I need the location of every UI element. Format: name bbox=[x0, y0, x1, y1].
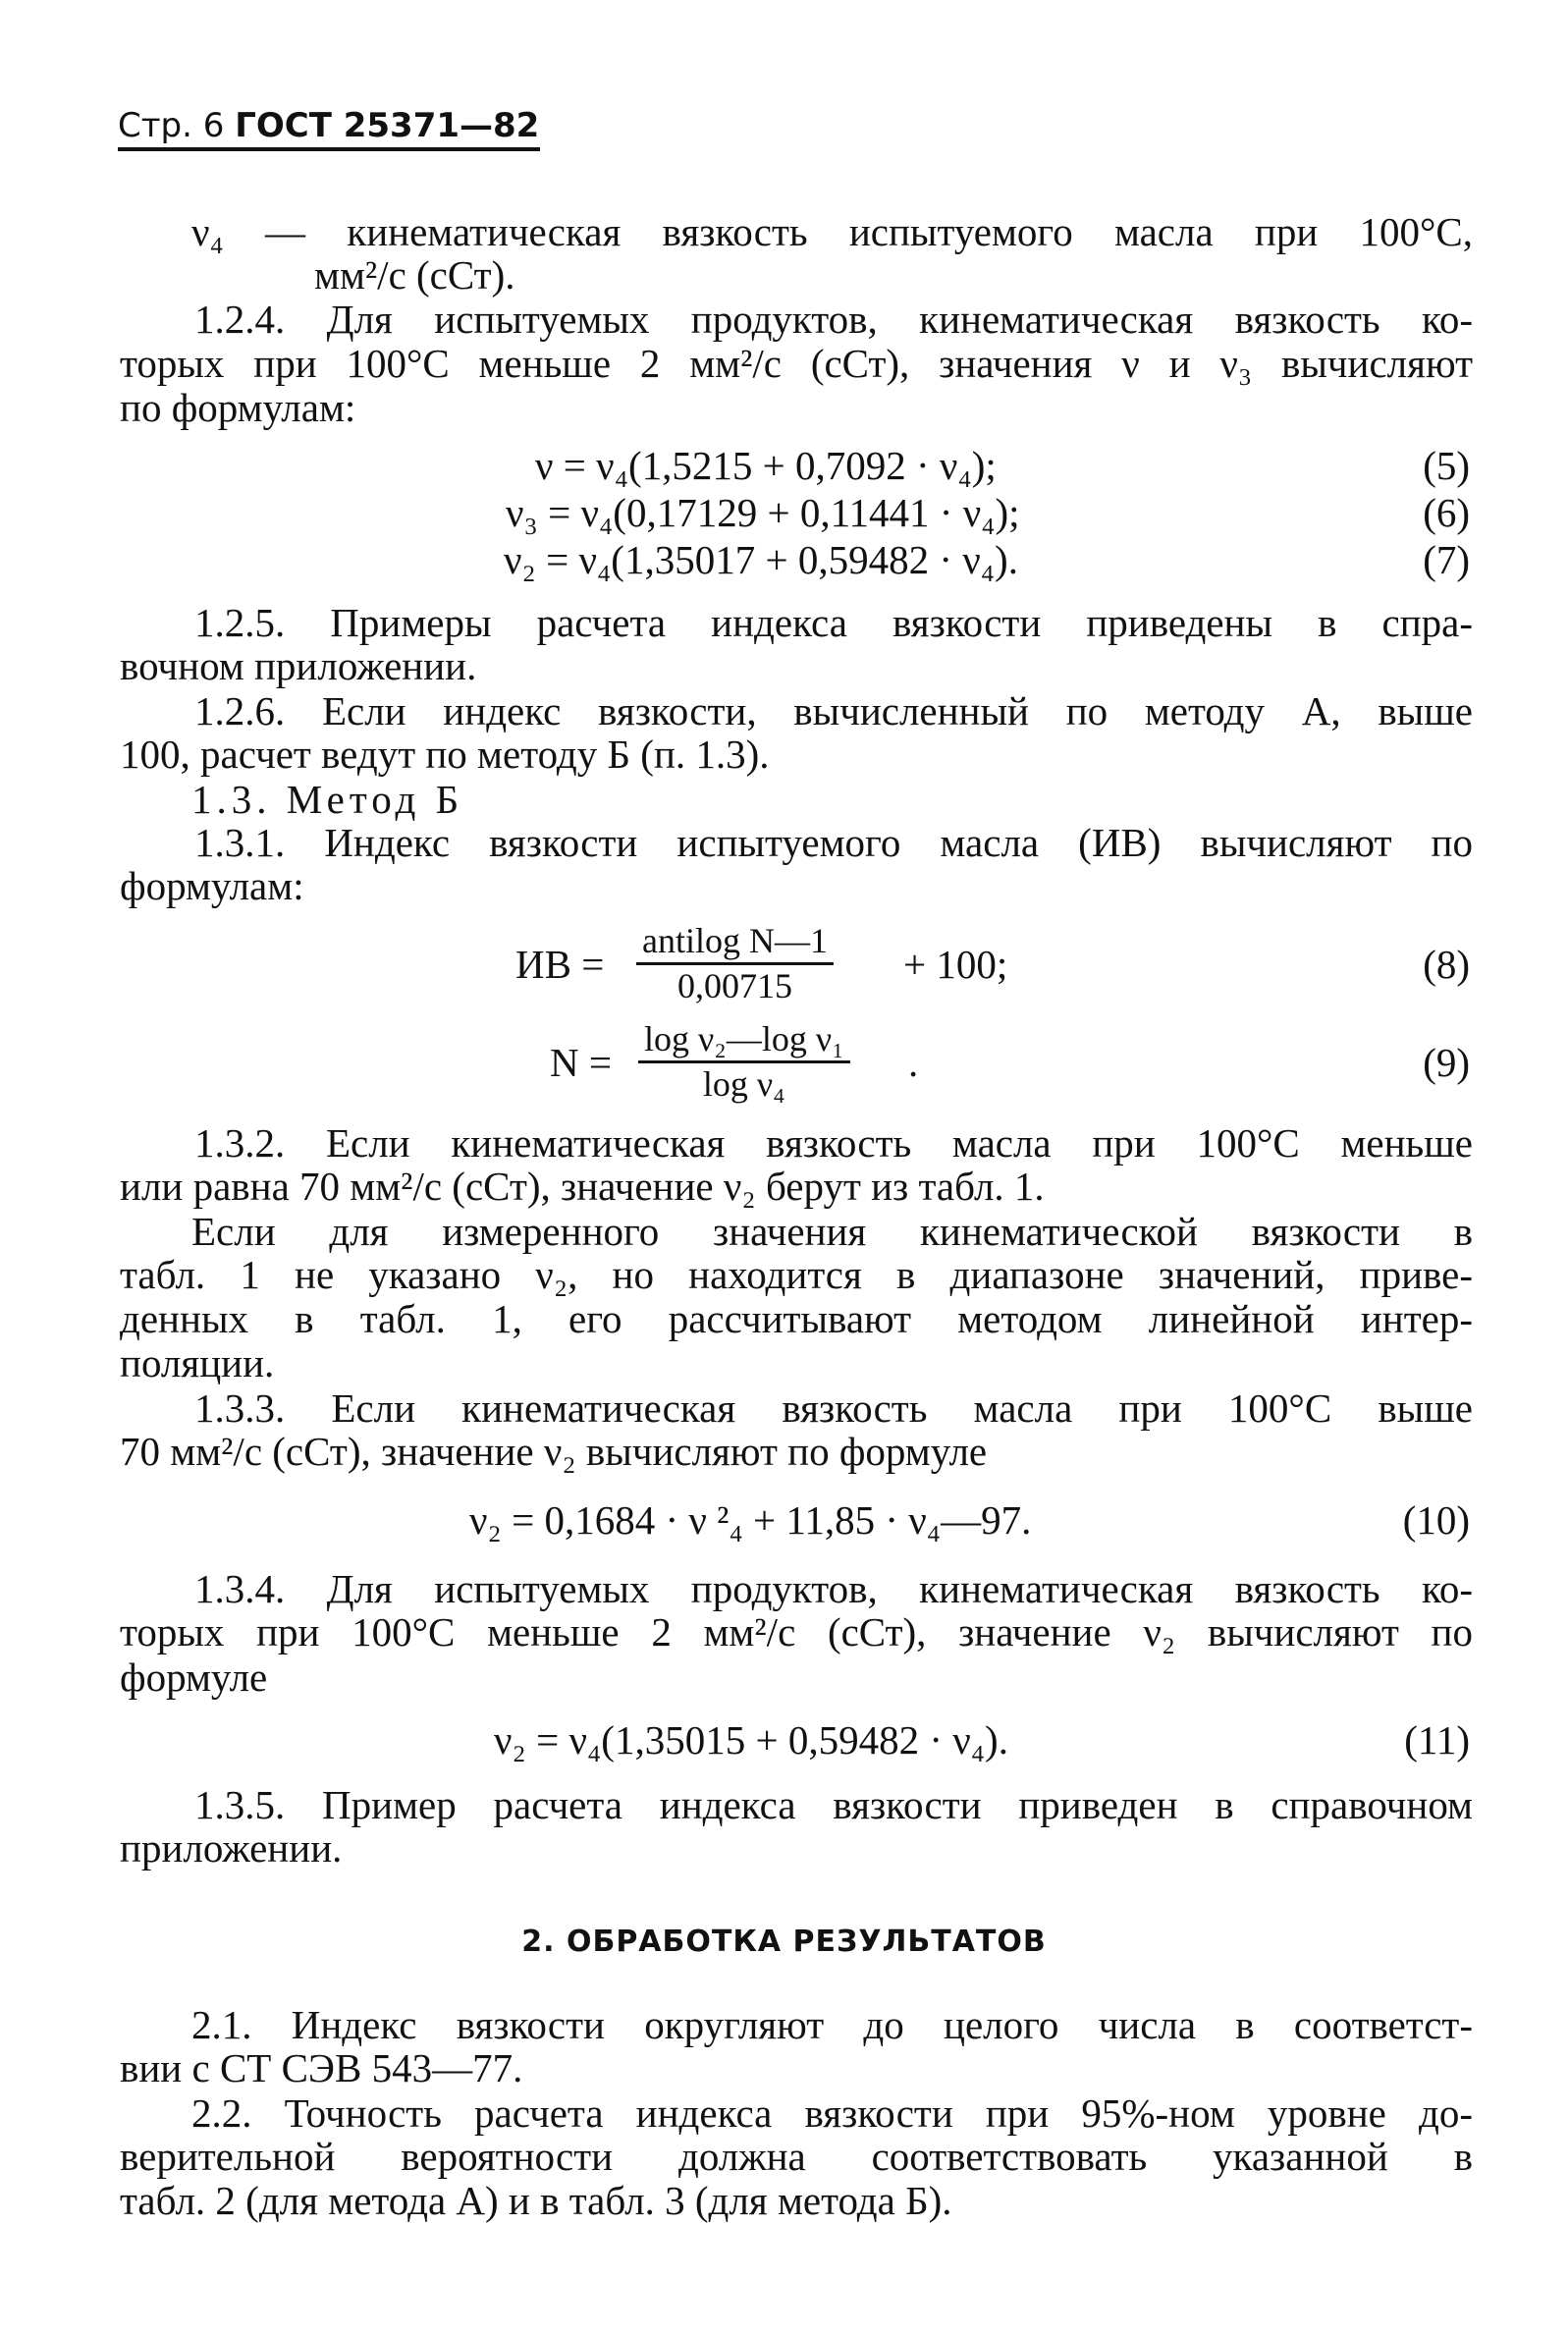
formula-8-rhs: + 100; bbox=[903, 942, 1008, 987]
text-line: 1.3.5. Пример расчета индекса вязкости приведен в справочном bbox=[194, 1782, 1473, 1827]
formula-8-lhs: ИВ = bbox=[515, 942, 605, 987]
section-title: 2. ОБРАБОТКА РЕЗУЛЬТАТОВ bbox=[521, 1925, 1047, 1959]
text-line: табл. 1 не указано ν₂, но находится в диапазоне значений, приве- bbox=[120, 1252, 1473, 1297]
formula-9-rhs: . bbox=[908, 1040, 919, 1085]
text-line: табл. 2 (для метода А) и в табл. 3 (для метода Б). bbox=[120, 2178, 952, 2223]
text-line: по формулам: bbox=[120, 385, 356, 430]
numerator: log ν₂—log ν₁ bbox=[638, 1017, 850, 1063]
formula-6: ν₃ = ν₄(0,17129 + 0,11441 · ν₄); bbox=[506, 490, 1020, 535]
text-line: ν₄ — кинематическая вязкость испытуемого масла при 100°С, bbox=[191, 209, 1473, 254]
text-line: приложении. bbox=[120, 1825, 343, 1871]
text-line: 2.1. Индекс вязкости округляют до целого числа в соответст- bbox=[191, 2002, 1473, 2047]
text-line: верительной вероятности должна соответствовать указанной в bbox=[120, 2134, 1473, 2179]
header-rule bbox=[118, 147, 540, 151]
text-line: 2.2. Точность расчета индекса вязкости при 95%-ном уровне до- bbox=[191, 2090, 1473, 2136]
text-line: 1.3.3. Если кинематическая вязкость масла при 100°С выше bbox=[194, 1385, 1473, 1431]
numerator: antilog N—1 bbox=[636, 919, 834, 965]
equation-number: (8) bbox=[1423, 942, 1470, 987]
text-line: торых при 100°С меньше 2 мм²/с (сСт), значение ν₂ вычисляют по bbox=[120, 1609, 1473, 1655]
text-line: мм²/с (сСт). bbox=[314, 252, 515, 298]
equation-number: (7) bbox=[1423, 537, 1470, 582]
formula-7: ν₂ = ν₄(1,35017 + 0,59482 · ν₄). bbox=[504, 537, 1018, 582]
text-line: 1.2.4. Для испытуемых продуктов, кинематическая вязкость ко- bbox=[194, 297, 1473, 342]
text-line: вочном приложении. bbox=[120, 643, 477, 688]
equation-number: (6) bbox=[1423, 490, 1470, 535]
denominator: 0,00715 bbox=[676, 966, 792, 1005]
standard-code: ГОСТ 25371—82 bbox=[235, 106, 540, 145]
formula-8-fraction bbox=[636, 919, 834, 1006]
equation-number: (11) bbox=[1404, 1717, 1470, 1763]
formula-9-lhs: N = bbox=[550, 1040, 612, 1085]
text-line: 70 мм²/с (сСт), значение ν₂ вычисляют по формуле bbox=[120, 1429, 988, 1474]
text-line: формуле bbox=[120, 1655, 268, 1700]
equation-number: (9) bbox=[1423, 1040, 1470, 1085]
text-line: 1.3.4. Для испытуемых продуктов, кинематическая вязкость ко- bbox=[194, 1566, 1473, 1611]
equation-number: (5) bbox=[1423, 443, 1470, 488]
text-line: вии с СТ СЭВ 543—77. bbox=[120, 2045, 523, 2090]
text-line: торых при 100°С меньше 2 мм²/с (сСт), значения ν и ν₃ вычисляют bbox=[120, 341, 1473, 386]
denominator: log ν₄ bbox=[702, 1064, 785, 1104]
subsection-heading: 1.3. Метод Б bbox=[191, 777, 464, 822]
text-line: 1.2.6. Если индекс вязкости, вычисленный по методу А, выше bbox=[194, 688, 1473, 733]
text-line: или равна 70 мм²/с (сСт), значение ν₂ берут из табл. 1. bbox=[120, 1164, 1045, 1209]
formula-9-fraction bbox=[638, 1017, 850, 1105]
formula-11: ν₂ = ν₄(1,35015 + 0,59482 · ν₄). bbox=[494, 1717, 1008, 1763]
text-line: поляции. bbox=[120, 1340, 275, 1385]
text-line: формулам: bbox=[120, 863, 304, 908]
formula-5: ν = ν₄(1,5215 + 0,7092 · ν₄); bbox=[535, 443, 997, 488]
text-line: 1.3.1. Индекс вязкости испытуемого масла (ИВ) вычисляют по bbox=[194, 820, 1473, 865]
text-line: 1.3.2. Если кинематическая вязкость масла при 100°С меньше bbox=[194, 1120, 1473, 1166]
text-line: денных в табл. 1, его рассчитывают методом линейной интер- bbox=[120, 1296, 1473, 1341]
text-line: 1.2.5. Примеры расчета индекса вязкости приведены в спра- bbox=[194, 600, 1473, 645]
page-header bbox=[118, 106, 539, 145]
formula-10: ν₂ = 0,1684 · ν ²₄ + 11,85 · ν₄—97. bbox=[469, 1497, 1032, 1543]
text-line: 100, расчет ведут по методу Б (п. 1.3). bbox=[120, 732, 770, 777]
text-line: Если для измеренного значения кинематической вязкости в bbox=[191, 1209, 1473, 1254]
page-number: Стр. 6 bbox=[118, 106, 225, 145]
equation-number: (10) bbox=[1402, 1497, 1470, 1543]
